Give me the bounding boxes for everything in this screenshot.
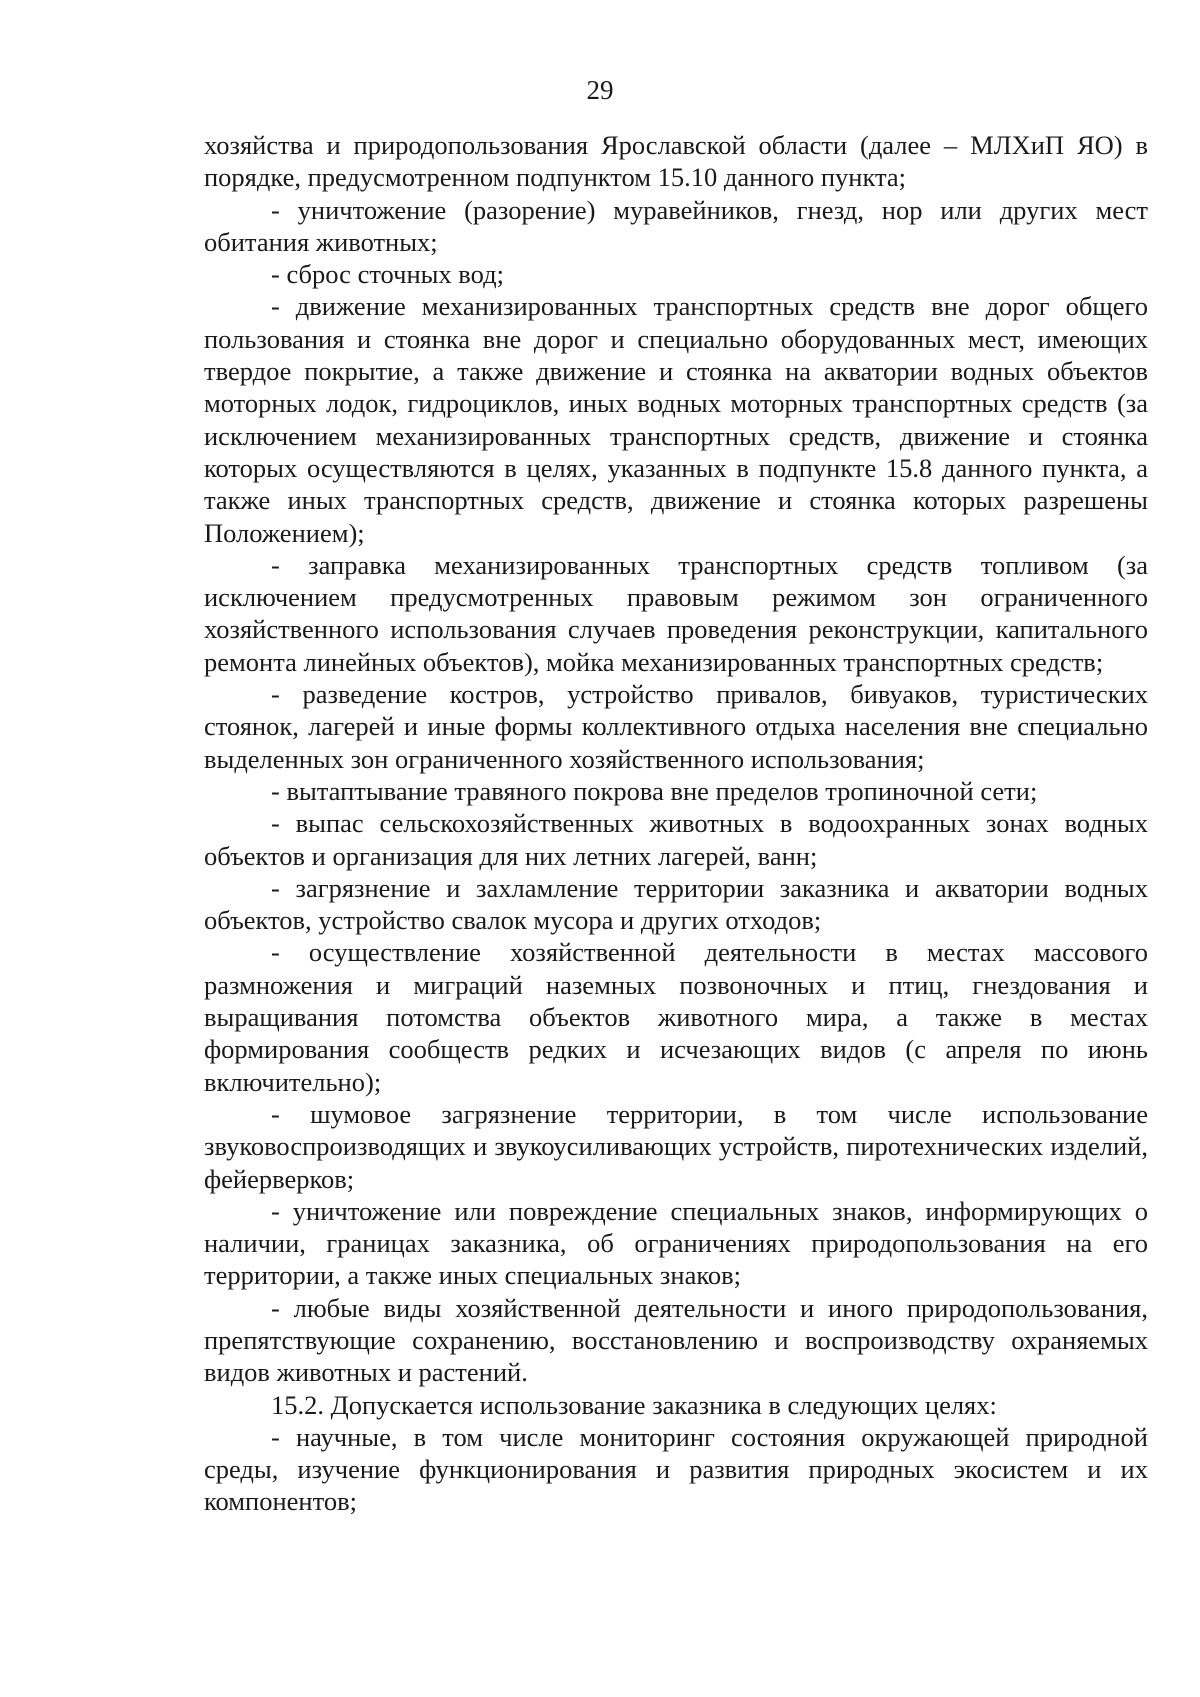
list-item: - научные, в том числе мониторинг состояния окружающей природной среды, изучение функционирования и развития природных экосистем и их компонентов; (204, 1421, 1148, 1517)
list-item: - вытаптывание травяного покрова вне пределов тропиночной сети; (271, 775, 1038, 806)
list-item: - шумовое загрязнение территории, в том числе использование звуковоспроизводящих и звукоусиливающих устройств, пиротехнических изделий, фейерверков; (204, 1098, 1148, 1194)
list-item: - уничтожение или повреждение специальных знаков, информирующих о наличии, границах заказника, об ограничениях природопользования на его территории, а также иных специальных знаков; (204, 1195, 1148, 1291)
list-item: - любые виды хозяйственной деятельности и иного природопользования, препятствующие сохранению, восстановлению и воспроизводству охраняемых видов животных и растений. (204, 1292, 1148, 1388)
list-item: - движение механизированных транспортных средств вне дорог общего пользования и стоянка вне дорог и специально оборудованных мест, имеющих твердое покрытие, а также движение и стоянка на акватории водных объектов моторных лодок, гидроциклов, иных водных моторных транспортных средств (за исключением механизированных транспортных средств, движение и стоянка которых осуществляются в целях, указанных в подпункте 15.8 данного пункта, а также иных транспортных средств, движение и стоянка которых разрешены Положением); (204, 291, 1148, 548)
list-item: - сброс сточных вод; (271, 259, 504, 290)
list-item: - выпас сельскохозяйственных животных в водоохранных зонах водных объектов и организация для них летних лагерей, ванн; (204, 808, 1148, 871)
list-item: - уничтожение (разорение) муравейников, гнезд, нор или других мест обитания животных; (204, 194, 1148, 257)
list-item: - осуществление хозяйственной деятельности в местах массового размножения и миграций наземных позвоночных и птиц, гнездования и выращивания потомства объектов животного мира, а также в местах формирования сообществ редких и исчезающих видов (с апреля по июнь включительно); (204, 937, 1148, 1097)
list-item: - разведение костров, устройство привалов, бивуаков, туристических стоянок, лагерей и иные формы коллективного отдыха населения вне специально выделенных зон ограниченного хозяйственного использования; (204, 679, 1148, 774)
section-paragraph: 15.2. Допускается использование заказника в следующих целях: (271, 1389, 997, 1420)
paragraph-continuation: хозяйства и природопользования Ярославской области (далее – МЛХиП ЯО) в порядке, предусмотренном подпунктом 15.10 данного пункта; (204, 130, 1148, 193)
page-number: 29 (586, 75, 614, 105)
list-item: - загрязнение и захламление территории заказника и акватории водных объектов, устройство свалок мусора и других отходов; (204, 872, 1148, 936)
document-body (204, 129, 1148, 1518)
list-item: - заправка механизированных транспортных средств топливом (за исключением предусмотренных правовым режимом зон ограниченного хозяйственного использования случаев проведения реконструкции, капитального ремонта линейных объектов), мойка механизированных транспортных средств; (204, 549, 1148, 677)
